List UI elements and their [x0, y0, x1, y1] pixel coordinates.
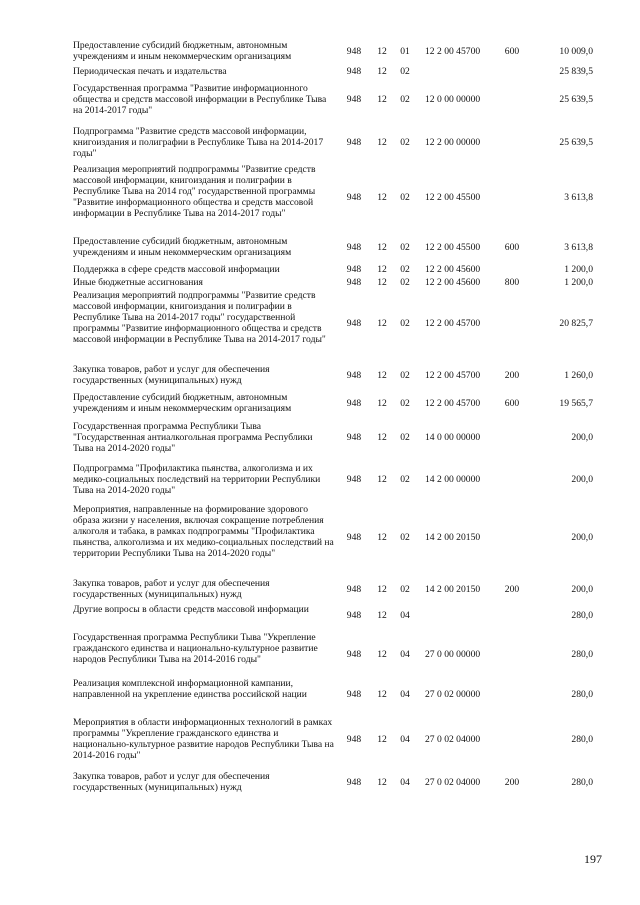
amount: 20 825,7: [559, 318, 593, 329]
amount: 200,0: [571, 532, 593, 543]
row-description: Другие вопросы в области средств массовой информации: [73, 604, 309, 615]
row-description: Предоставление субсидий бюджетным, автономным учреждениям и иным некоммерческим организациям: [73, 392, 292, 414]
table-row: [0, 83, 640, 116]
target-article-code: 12 2 00 45700: [425, 318, 481, 329]
section-code: 12: [377, 777, 387, 788]
expense-type-code: 200: [504, 584, 520, 595]
amount: 10 009,0: [559, 46, 593, 57]
table-row: [0, 277, 640, 288]
ministry-code: 948: [346, 66, 362, 77]
target-article-code: 14 0 00 00000: [425, 432, 481, 443]
amount: 200,0: [571, 474, 593, 485]
expense-type-code: 600: [504, 46, 520, 57]
ministry-code: 948: [346, 94, 362, 105]
row-description: Периодическая печать и издательства: [73, 66, 227, 77]
target-article-code: 12 2 00 45600: [425, 277, 481, 288]
subsection-code: 02: [400, 318, 410, 329]
amount: 1 200,0: [564, 277, 593, 288]
target-article-code: 12 2 00 00000: [425, 137, 481, 148]
target-article-code: 12 2 00 45700: [425, 370, 481, 381]
target-article-code: 12 2 00 45700: [425, 46, 481, 57]
subsection-code: 04: [400, 777, 410, 788]
amount: 200,0: [571, 432, 593, 443]
subsection-code: 02: [400, 277, 410, 288]
amount: 200,0: [571, 584, 593, 595]
table-row: [0, 771, 640, 793]
row-description: Государственная программа "Развитие информационного общества и средств массовой информации в Республике Тыва на 2014-2017 годы": [73, 83, 327, 116]
row-description: Реализация комплексной информационной кампании, направленной на укрепление единства российской нации: [73, 678, 307, 700]
row-description: Подпрограмма "Развитие средств массовой информации, книгоиздания и полиграфии в Республике Тыва на 2014-2017 годы": [73, 126, 324, 159]
target-article-code: 12 2 00 45500: [425, 242, 481, 253]
ministry-code: 948: [346, 370, 362, 381]
subsection-code: 02: [400, 94, 410, 105]
subsection-code: 04: [400, 649, 410, 660]
subsection-code: 02: [400, 264, 410, 275]
section-code: 12: [377, 137, 387, 148]
amount: 25 639,5: [559, 137, 593, 148]
target-article-code: 12 2 00 45600: [425, 264, 481, 275]
section-code: 12: [377, 532, 387, 543]
amount: 3 613,8: [564, 192, 593, 203]
ministry-code: 948: [346, 777, 362, 788]
row-description: Предоставление субсидий бюджетным, автономным учреждениям и иным некоммерческим организациям: [73, 40, 292, 62]
ministry-code: 948: [346, 242, 362, 253]
subsection-code: 02: [400, 370, 410, 381]
section-code: 12: [377, 318, 387, 329]
row-description: Закупка товаров, работ и услуг для обеспечения государственных (муниципальных) нужд: [73, 771, 270, 793]
subsection-code: 04: [400, 689, 410, 700]
row-description: Предоставление субсидий бюджетным, автономным учреждениям и иным некоммерческим организациям: [73, 236, 292, 258]
ministry-code: 948: [346, 137, 362, 148]
row-description: Закупка товаров, работ и услуг для обеспечения государственных (муниципальных) нужд: [73, 578, 270, 600]
target-article-code: 27 0 00 00000: [425, 649, 481, 660]
table-row: [0, 463, 640, 496]
table-row: [0, 126, 640, 159]
page-number: 197: [584, 852, 602, 866]
amount: 280,0: [571, 689, 593, 700]
expense-type-code: 600: [504, 398, 520, 409]
row-description: Закупка товаров, работ и услуг для обеспечения государственных (муниципальных) нужд: [73, 364, 270, 386]
subsection-code: 02: [400, 192, 410, 203]
table-row: [0, 504, 640, 570]
table-row: [0, 578, 640, 600]
amount: 280,0: [571, 734, 593, 745]
expense-type-code: 200: [504, 370, 520, 381]
table-row: [0, 678, 640, 711]
subsection-code: 02: [400, 66, 410, 77]
target-article-code: 12 2 00 45700: [425, 398, 481, 409]
target-article-code: 12 0 00 00000: [425, 94, 481, 105]
subsection-code: 04: [400, 734, 410, 745]
row-description: Реализация мероприятий подпрограммы "Развитие средств массовой информации, книгоиздания и полиграфии в Республике Тыва на 2014-2017 годы" государственной программы "Развитие информационного общества и средств массовой информации в Республике Тыва на 2014-2017 годы": [73, 290, 326, 345]
amount: 280,0: [571, 610, 593, 621]
ministry-code: 948: [346, 689, 362, 700]
row-description: Поддержка в сфере средств массовой информации: [73, 264, 280, 275]
subsection-code: 02: [400, 584, 410, 595]
table-row: [0, 164, 640, 230]
subsection-code: 02: [400, 137, 410, 148]
table-row: [0, 290, 640, 356]
amount: 280,0: [571, 649, 593, 660]
subsection-code: 02: [400, 242, 410, 253]
ministry-code: 948: [346, 264, 362, 275]
ministry-code: 948: [346, 734, 362, 745]
expense-type-code: 200: [504, 777, 520, 788]
amount: 1 200,0: [564, 264, 593, 275]
subsection-code: 02: [400, 532, 410, 543]
table-row: [0, 236, 640, 258]
section-code: 12: [377, 584, 387, 595]
section-code: 12: [377, 264, 387, 275]
section-code: 12: [377, 94, 387, 105]
amount: 19 565,7: [559, 398, 593, 409]
subsection-code: 01: [400, 46, 410, 57]
section-code: 12: [377, 370, 387, 381]
ministry-code: 948: [346, 277, 362, 288]
ministry-code: 948: [346, 318, 362, 329]
ministry-code: 948: [346, 474, 362, 485]
section-code: 12: [377, 734, 387, 745]
ministry-code: 948: [346, 192, 362, 203]
section-code: 12: [377, 192, 387, 203]
amount: 3 613,8: [564, 242, 593, 253]
section-code: 12: [377, 46, 387, 57]
target-article-code: 27 0 02 00000: [425, 689, 481, 700]
amount: 1 260,0: [564, 370, 593, 381]
ministry-code: 948: [346, 46, 362, 57]
table-row: [0, 632, 640, 676]
table-row: [0, 604, 640, 626]
table-row: [0, 392, 640, 414]
target-article-code: 14 2 00 20150: [425, 532, 481, 543]
subsection-code: 04: [400, 610, 410, 621]
subsection-code: 02: [400, 474, 410, 485]
row-description: Реализация мероприятий подпрограммы "Развитие средств массовой информации, книгоиздания и полиграфии в Республике Тыва на 2014 год" государственной программы "Развитие информационного общества и средств массовой информации в Республике Тыва на 2014-2017 годы": [73, 164, 316, 219]
section-code: 12: [377, 398, 387, 409]
section-code: 12: [377, 610, 387, 621]
table-row: [0, 717, 640, 761]
table-row: [0, 66, 640, 77]
table-row: [0, 364, 640, 386]
row-description: Подпрограмма "Профилактика пьянства, алкоголизма и их медико-социальных последствий на территории Республики Тыва на 2014-2020 годы": [73, 463, 321, 496]
ministry-code: 948: [346, 432, 362, 443]
section-code: 12: [377, 649, 387, 660]
expense-type-code: 800: [504, 277, 520, 288]
amount: 25 839,5: [559, 66, 593, 77]
amount: 280,0: [571, 777, 593, 788]
section-code: 12: [377, 432, 387, 443]
target-article-code: 27 0 02 04000: [425, 734, 481, 745]
target-article-code: 27 0 02 04000: [425, 777, 481, 788]
target-article-code: 14 2 00 20150: [425, 584, 481, 595]
target-article-code: 14 2 00 00000: [425, 474, 481, 485]
target-article-code: 12 2 00 45500: [425, 192, 481, 203]
section-code: 12: [377, 689, 387, 700]
expense-type-code: 600: [504, 242, 520, 253]
row-description: Мероприятия, направленные на формирование здорового образа жизни у населения, включая сокращение потребления алкоголя и табака, в рамках подпрограммы "Профилактика пьянства, алкоголизма и их медико-социальных последствий на территории Республики Тыва на 2014-2020 годы": [73, 504, 334, 559]
table-row: [0, 264, 640, 275]
section-code: 12: [377, 474, 387, 485]
subsection-code: 02: [400, 398, 410, 409]
table-row: [0, 421, 640, 454]
ministry-code: 948: [346, 610, 362, 621]
ministry-code: 948: [346, 398, 362, 409]
row-description: Государственная программа Республики Тыва "Укрепление гражданского единства и национально-культурное развитие народов Республики Тыва на 2014-2016 годы": [73, 632, 318, 665]
section-code: 12: [377, 277, 387, 288]
section-code: 12: [377, 242, 387, 253]
subsection-code: 02: [400, 432, 410, 443]
table-row: [0, 40, 640, 62]
row-description: Мероприятия в области информационных технологий в рамках программы "Укрепление гражданского единства и национально-культурное развитие народов Республики Тыва на 2014-2016 годы": [73, 717, 334, 761]
ministry-code: 948: [346, 532, 362, 543]
row-description: Иные бюджетные ассигнования: [73, 277, 203, 288]
amount: 25 639,5: [559, 94, 593, 105]
row-description: Государственная программа Республики Тыва "Государственная антиалкогольная программа Республики Тыва на 2014-2020 годы": [73, 421, 313, 454]
ministry-code: 948: [346, 649, 362, 660]
ministry-code: 948: [346, 584, 362, 595]
section-code: 12: [377, 66, 387, 77]
